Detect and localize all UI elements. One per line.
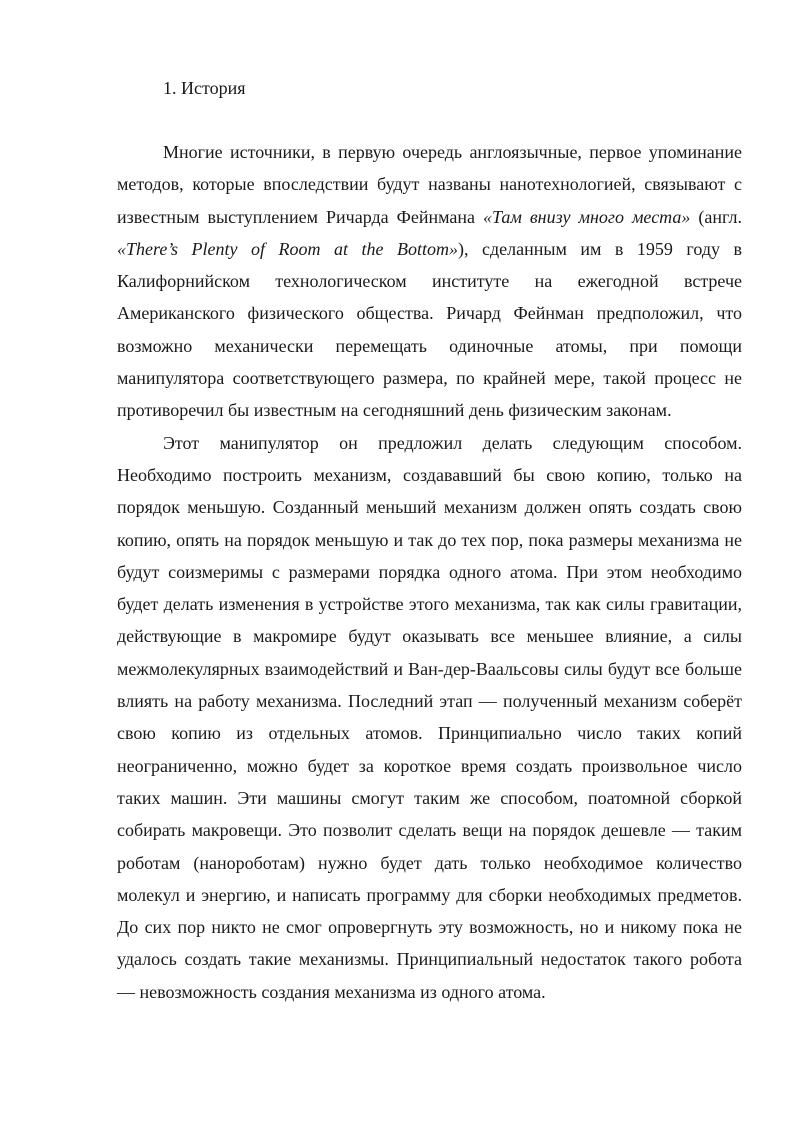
lecture-title-russian: «Там внизу много места» xyxy=(483,206,691,227)
paragraph-1-text-part-1: Многие источники, в первую очередь англоязычные, первое упоминание методов, которые впоследствии будут названы нанотехнологией, связывают с известным выступлением Ричарда Фейнмана xyxy=(117,142,742,227)
paragraph-feynman-lecture xyxy=(117,136,742,427)
section-heading: 1. История xyxy=(163,78,246,98)
paragraph-manipulator-method: Этот манипулятор он предложил делать следующим способом. Необходимо построить механизм, создававший бы свою копию, только на порядок меньшую. Созданный меньший механизм должен опять создать свою копию, опять на порядок меньшую и так до тех пор, пока размеры механизма не будут соизмеримы с размерами порядка одного атома. При этом необходимо будет делать изменения в устройстве этого механизма, так как силы гравитации, действующие в макромире будут оказывать все меньшее влияние, а силы межмолекулярных взаимодействий и Ван-дер-Ваальсовы силы будут все больше влиять на работу механизма. Последний этап — полученный механизм соберёт свою копию из отдельных атомов. Принципиально число таких копий неограниченно, можно будет за короткое время создать произвольное число таких машин. Эти машины смогут таким же способом, поатомной сборкой собирать макровещи. Это позволит сделать вещи на порядок дешевле — таким роботам (нанороботам) нужно будет дать только необходимое количество молекул и энергию, и написать программу для сборки необходимых предметов. До сих пор никто не смог опровергнуть эту возможность, но и никому пока не удалось создать такие механизмы. Принципиальный недостаток такого робота — невозможность создания механизма из одного атома. xyxy=(117,432,742,1002)
paragraph-1-text-part-2: (англ. xyxy=(690,206,742,227)
document-page xyxy=(117,74,742,1008)
lecture-title-english: «There’s Plenty of Room at the Bottom» xyxy=(117,238,459,259)
paragraph-1-text-part-3: ), сделанным им в 1959 году в Калифорнийском технологическом институте на ежегодной встрече Американского физического общества. Ричард Фейнман предположил, что возможно механически перемещать одиночные атомы, при помощи манипулятора соответствующего размера, по крайней мере, такой процесс не противоречил бы известным на сегодняшний день физическим законам. xyxy=(117,238,743,421)
